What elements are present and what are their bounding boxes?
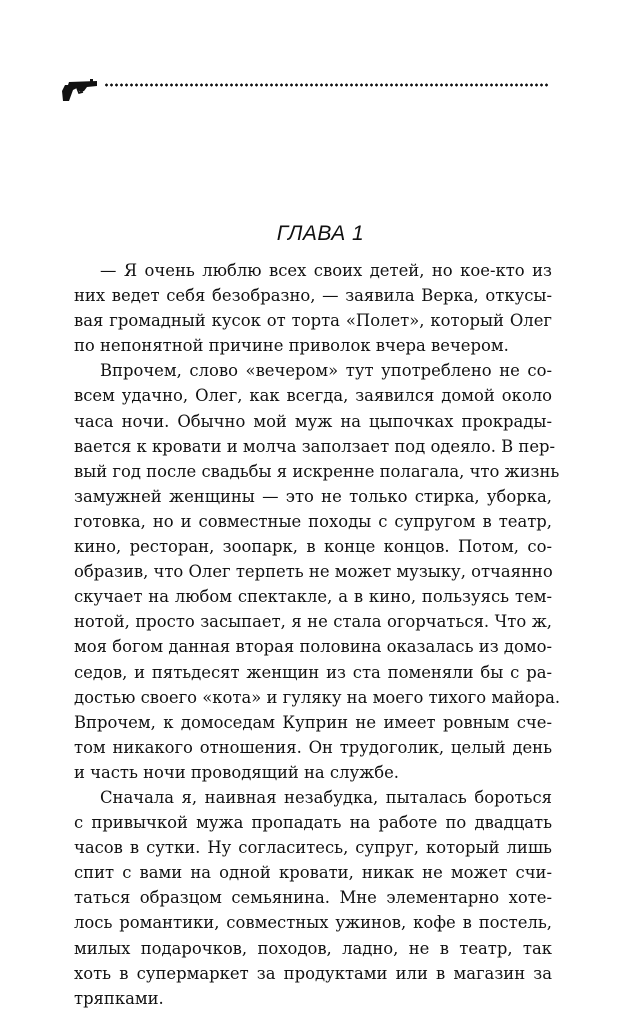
text-line: милых подарочков, походов, ладно, не в театр, так	[74, 938, 552, 958]
text-line: вый год после свадьбы я искренне полагала, что жизнь	[74, 461, 560, 481]
text-line: седов, и пятьдесят женщин из ста поменяли бы с ра-	[74, 662, 552, 682]
paragraph	[74, 785, 552, 1011]
text-line: скучает на любом спектакле, а в кино, пользуясь тем-	[74, 587, 552, 607]
text-line: тряпками.	[74, 988, 164, 1008]
paragraph	[74, 258, 552, 358]
chapter-title: ГЛАВА 1	[276, 222, 365, 245]
text-line: Впрочем, слово «вечером» тут употреблено не со-	[100, 361, 552, 381]
text-line: — Я очень люблю всех своих детей, но кое-кто из	[100, 261, 552, 280]
text-line: Сначала я, наивная незабудка, пыталась бороться	[100, 787, 552, 807]
text-line: моя богом данная вторая половина оказалась из домо-	[74, 637, 552, 657]
text-line: с привычкой мужа пропадать на работе по двадцать	[74, 813, 552, 833]
text-line: лось романтики, совместных ужинов, кофе в постель,	[74, 913, 552, 933]
text-line: и часть ночи проводящий на службе.	[74, 762, 399, 782]
chapter-body	[74, 258, 561, 1011]
header-ornament	[60, 76, 550, 102]
text-line: вается к кровати и молча заползает под одеяло. В пер-	[74, 436, 556, 456]
revolver-icon	[60, 76, 98, 102]
text-line: том никакого отношения. Он трудоголик, целый день	[74, 737, 552, 757]
text-line: кино, ресторан, зоопарк, в конце концов. Потом, со-	[74, 537, 552, 557]
text-line: таться образцом семьянина. Мне элементарно хоте-	[74, 888, 552, 908]
text-line: хоть в супермаркет за продуктами или в магазин за	[74, 963, 552, 983]
text-line: замужней женщины — это не только стирка, уборка,	[74, 486, 552, 506]
text-line: часов в сутки. Ну согласитесь, супруг, который лишь	[74, 838, 552, 858]
text-line: них ведет себя безобразно, — заявила Верка, откусы-	[74, 286, 552, 306]
paragraph	[74, 358, 561, 785]
text-line: нотой, просто засыпает, я не стала огорчаться. Что ж,	[74, 612, 552, 632]
text-line: готовка, но и совместные походы с супругом в театр,	[74, 511, 552, 531]
text-line: часа ночи. Обычно мой муж на цыпочках прокрады-	[74, 411, 552, 431]
text-line: вая громадный кусок от торта «Полет», который Олег	[74, 311, 552, 331]
text-line: образив, что Олег терпеть не может музыку, отчаянно	[74, 562, 553, 582]
text-line: по непонятной причине приволок вчера вечером.	[74, 336, 509, 356]
text-line: достью своего «кота» и гуляку на моего тихого майора.	[74, 687, 561, 707]
dotted-rule	[104, 83, 550, 87]
text-line: Впрочем, к домоседам Куприн не имеет ровным сче-	[74, 712, 552, 732]
text-line: всем удачно, Олег, как всегда, заявился домой около	[74, 386, 552, 406]
text-line: спит с вами на одной кровати, никак не может счи-	[74, 863, 552, 883]
